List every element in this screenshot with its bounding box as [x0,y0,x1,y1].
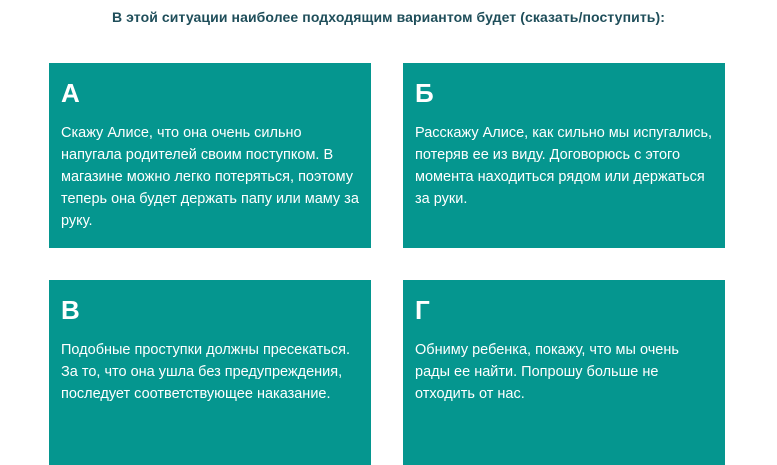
question-heading: В этой ситуации наиболее подходящим вариантом будет (сказать/поступить): [111,9,666,25]
option-letter: Б [415,78,434,108]
option-text: Обниму ребенка, покажу, что мы очень рады ее найти. Попрошу больше не отходить от нас. [415,342,679,402]
option-letter: А [61,78,80,108]
option-card-a[interactable] [49,63,371,248]
option-text: Подобные проступки должны пресекаться. За то, что она ушла без предупреждения, последует соответствующее наказание. [61,342,350,402]
option-card-v[interactable] [49,280,371,465]
option-letter: В [61,295,80,325]
option-text: Скажу Алисе, что она очень сильно напугала родителей своим поступком. В магазине можно легко потеряться, поэтому теперь она будет держать папу или маму за руку. [61,125,359,229]
option-card-b[interactable] [403,63,725,248]
option-text: Расскажу Алисе, как сильно мы испугались, потеряв ее из виду. Договорюсь с этого момента находиться рядом или держаться за руки. [415,125,713,207]
option-letter: Г [415,295,430,325]
option-card-g[interactable] [403,280,725,465]
